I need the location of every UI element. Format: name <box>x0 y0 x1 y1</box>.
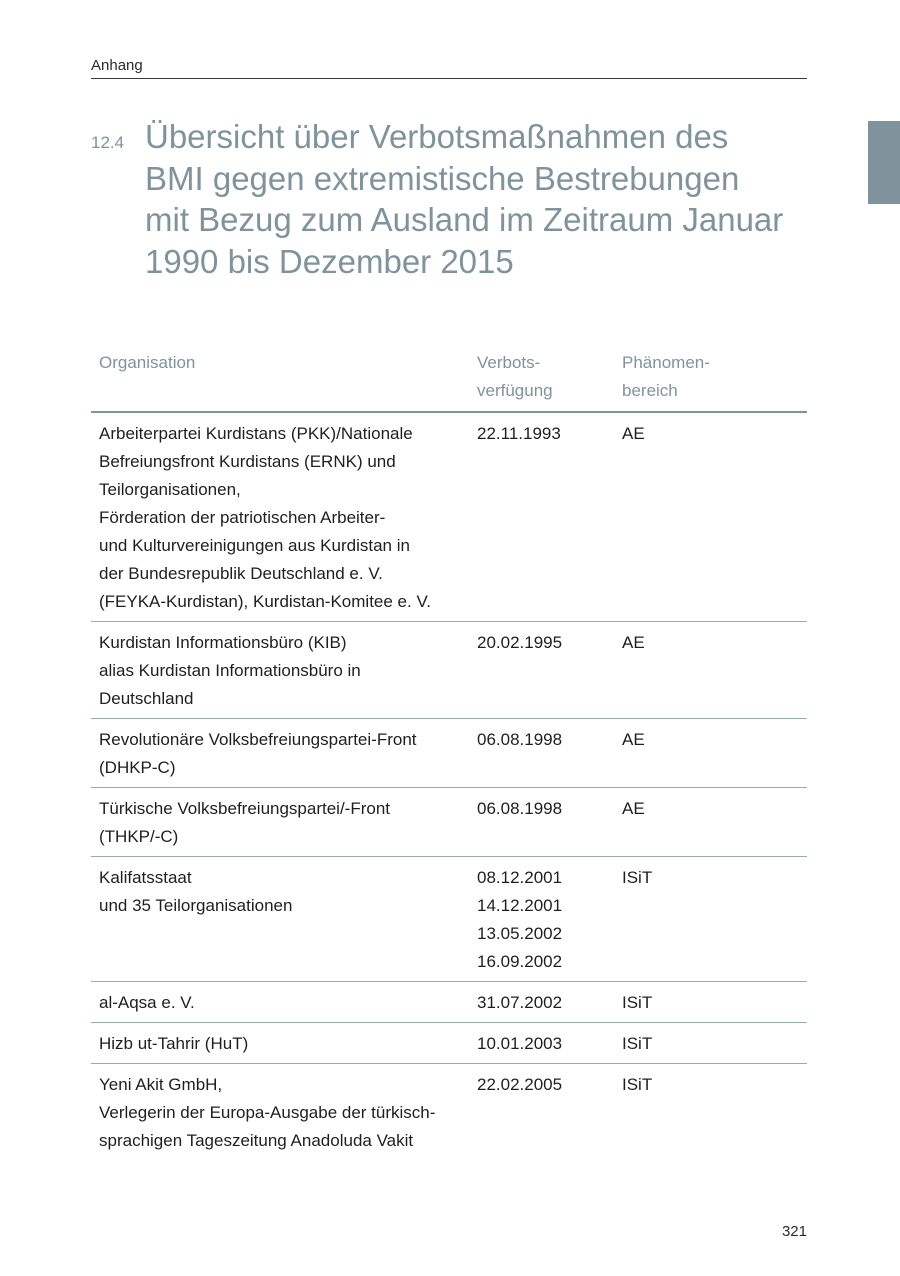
cell-organisation: Arbeiterpartei Kurdistans (PKK)/Nationale Befreiungsfront Kurdistans (ERNK) und Teilorganisationen, Förderation der patriotischen Arbeiter- und Kulturvereinigungen aus Kurdistan in der Bundesrepublik Deutschland e. V. (FEYKA-Kurdistan), Kurdistan-Komitee e. V. <box>91 412 469 622</box>
cell-date: 10.01.2003 <box>469 1023 614 1064</box>
cell-date: 22.11.1993 <box>469 412 614 622</box>
cell-area: ISiT <box>622 1075 653 1094</box>
table-row <box>91 1064 807 1161</box>
cell-organisation: Türkische Volksbefreiungspartei/-Front (THKP/-C) <box>91 788 469 857</box>
cell-date: 08.12.2001 14.12.2001 13.05.2002 16.09.2002 <box>469 857 614 982</box>
table-row <box>91 788 807 857</box>
table-row <box>91 412 807 622</box>
cell-date: 31.07.2002 <box>469 982 614 1023</box>
cell-date: 06.08.1998 <box>469 719 614 788</box>
table-row <box>91 719 807 788</box>
cell-area: AE <box>614 719 807 788</box>
cell-area: AE <box>614 622 807 719</box>
cell-area: ISiT <box>614 982 807 1023</box>
table-row <box>91 622 807 719</box>
chapter-thumb-tab <box>868 121 900 204</box>
running-head: Anhang <box>91 57 807 79</box>
table-header-row <box>91 349 807 412</box>
cell-date: 06.08.1998 <box>469 788 614 857</box>
table-row <box>91 982 807 1023</box>
cell-organisation: Revolutionäre Volksbefreiungspartei-Front (DHKP-C) <box>91 719 469 788</box>
table-row <box>91 1023 807 1064</box>
cell-organisation: Kurdistan Informationsbüro (KIB) alias Kurdistan Informationsbüro in Deutschland <box>91 622 469 719</box>
cell-organisation: Yeni Akit GmbH, Verlegerin der Europa-Ausgabe der türkisch- sprachigen Tageszeitung Anadoluda Vakit <box>99 1075 436 1150</box>
cell-organisation: Kalifatsstaat und 35 Teilorganisationen <box>91 857 469 982</box>
section-number: 12.4 <box>91 133 125 152</box>
page-number: 321 <box>781 1223 807 1240</box>
ban-measures-table <box>91 349 807 1160</box>
cell-organisation: Hizb ut-Tahrir (HuT) <box>91 1023 469 1064</box>
cell-area: ISiT <box>614 857 807 982</box>
cell-area: AE <box>614 788 807 857</box>
cell-date: 20.02.1995 <box>469 622 614 719</box>
column-header-area: Phänomen- bereich <box>614 349 807 412</box>
cell-area: AE <box>614 412 807 622</box>
section-title: Übersicht über Verbotsmaßnahmen des BMI gegen extremistische Bestrebungen mit Bezug zum Ausland im Zeitraum Januar 1990 bis Dezember 2015 <box>145 118 784 280</box>
column-header-date: Verbots- verfügung <box>469 349 614 412</box>
table-row <box>91 857 807 982</box>
column-header-organisation: Organisation <box>91 349 469 412</box>
cell-organisation: al-Aqsa e. V. <box>91 982 469 1023</box>
cell-date: 22.02.2005 <box>477 1075 563 1094</box>
cell-area: ISiT <box>614 1023 807 1064</box>
